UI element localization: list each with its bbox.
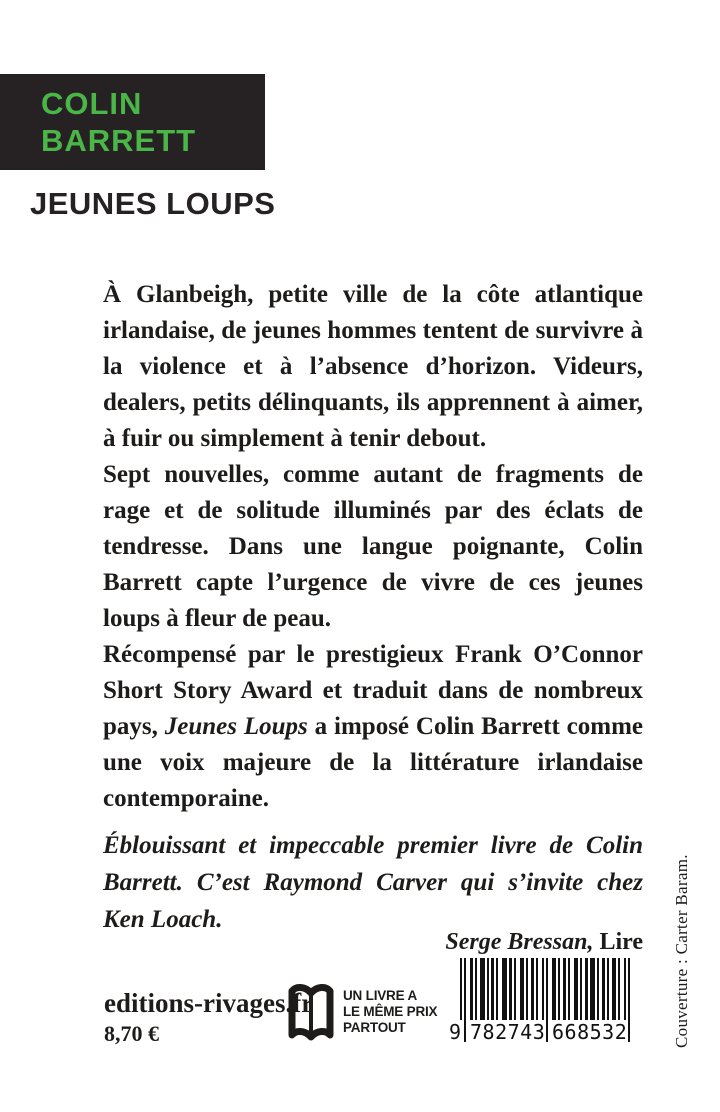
cover-credit: Couverture : Carter Baram. [672, 854, 691, 1048]
fixed-price-logo-line-2: LE MÊME PRIX [343, 1004, 438, 1019]
fixed-price-logo-line-3: PARTOUT [343, 1020, 406, 1035]
synopsis-paragraph-1: À Glanbeigh, petite ville de la côte atlantique irlandaise, de jeunes hommes tentent de survivre à la violence et à l’absence d’horizon. Videurs, dealers, petits délinquants, ils apprennent à aimer, à fuir ou simplement à tenir debout. [103, 281, 643, 452]
book-title: JEUNES LOUPS [30, 186, 276, 221]
publisher-website: editions-rivages.fr [104, 988, 314, 1018]
press-quote: Éblouissant et impeccable premier livre de Colin Barrett. C’est Raymond Carver qui s’invite chez Ken Loach. [103, 832, 643, 933]
barcode-group-1: 782743 [470, 1020, 546, 1044]
price: 8,70 € [104, 1021, 159, 1046]
author-last-name: BARRETT [41, 123, 197, 158]
barcode-lead-digit: 9 [449, 1020, 462, 1044]
synopsis-paragraph-2: Sept nouvelles, comme autant de fragments de rage et de solitude illuminés par des éclats de tendresse. Dans une langue poignante, Colin Barrett capte l’urgence de vivre de ces jeunes loups à fleur de peau. [103, 461, 643, 632]
open-book-logo-icon [286, 981, 336, 1050]
quote-attribution [103, 929, 643, 956]
attribution-name: Serge Bressan, [445, 929, 594, 955]
synopsis-p3-text: Récompensé par le prestigieux Frank O’Connor Short Story Award et traduit dans de nombreux pays, [103, 641, 643, 740]
fixed-price-logo-text [343, 981, 437, 1036]
synopsis [103, 277, 643, 817]
attribution-source: Lire [599, 929, 643, 955]
barcode-group-2: 668532 [552, 1020, 628, 1044]
synopsis-p3-book-title: Jeunes Loups [164, 713, 308, 740]
ean-barcode [448, 958, 642, 1048]
author-first-name: COLIN [41, 86, 143, 121]
fixed-price-logo-line-1: UN LIVRE A [343, 988, 418, 1003]
synopsis-p3-text-end: a imposé Colin Barrett comme une voix majeure de la littérature irlandaise contemporaine. [103, 713, 643, 812]
synopsis-paragraph-3 [103, 637, 643, 817]
author-box [0, 74, 265, 170]
fixed-price-logo [286, 981, 437, 1050]
